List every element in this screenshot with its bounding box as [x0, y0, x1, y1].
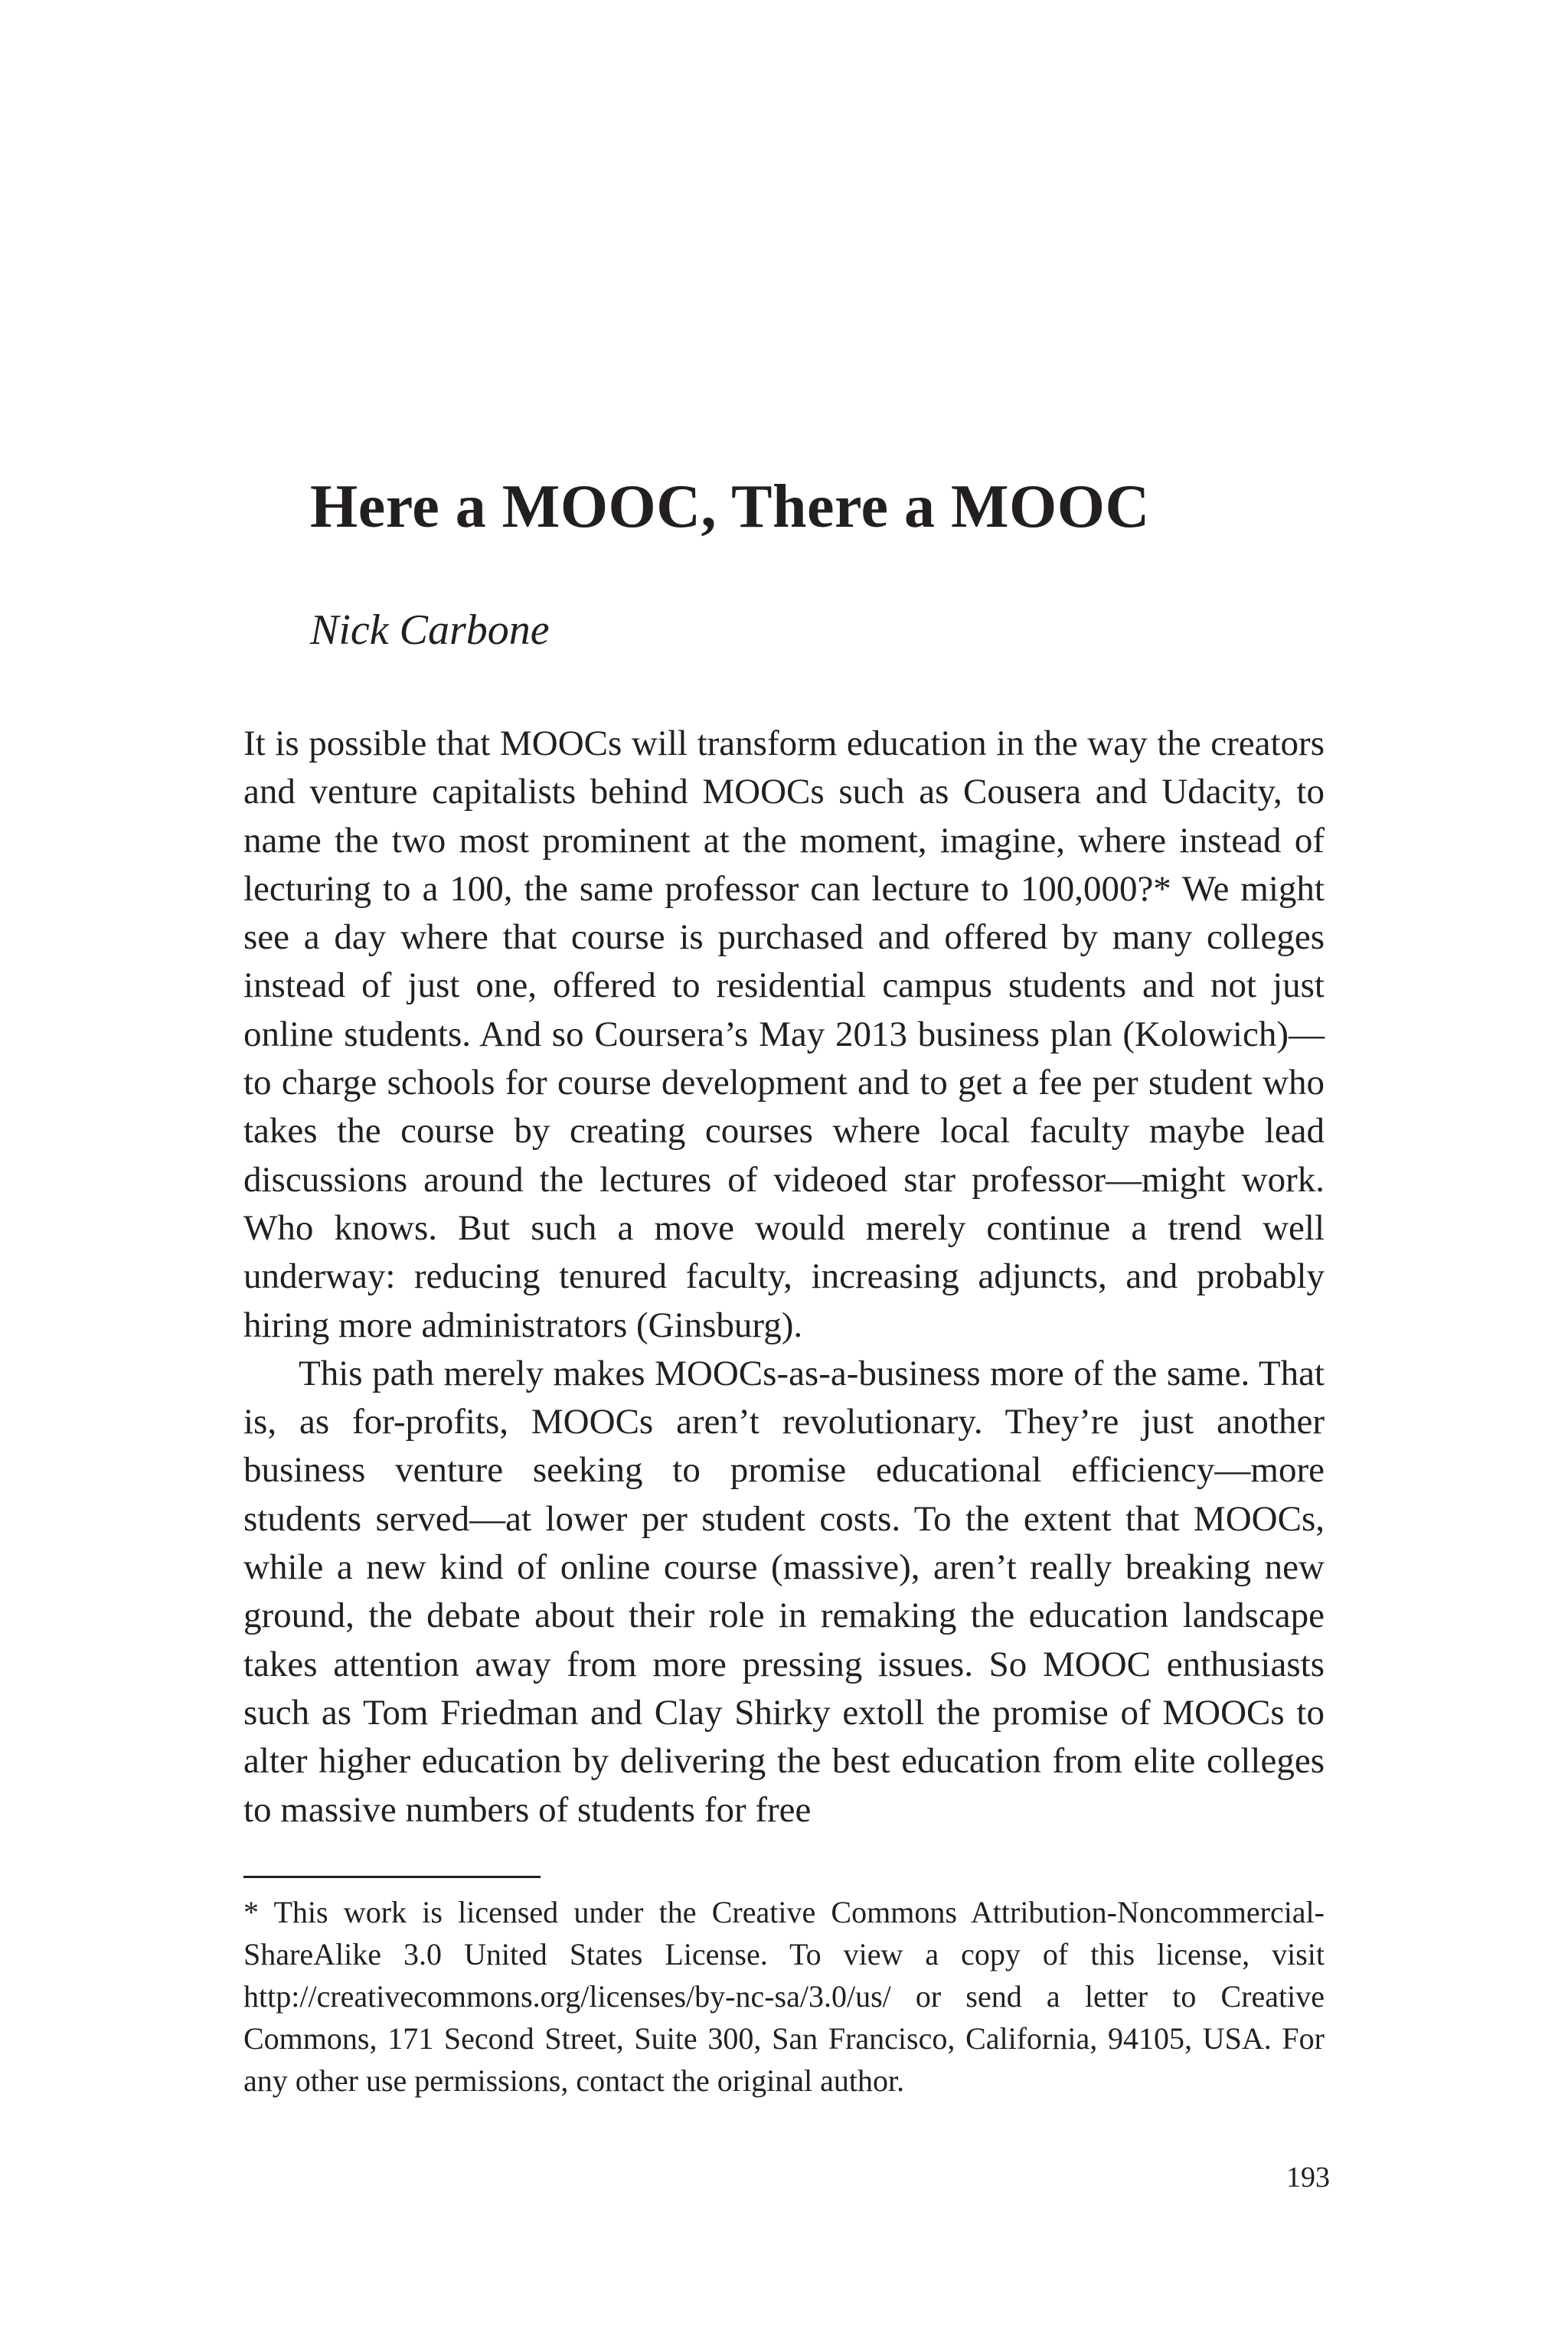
footnote-divider [243, 1876, 541, 1878]
body-paragraph: This path merely makes MOOCs-as-a-business more of the same. That is, as for-profits, MOOCs aren’t revolutionary. They’re just another business venture seeking to promise educational efficiency—more students served—at lower per student costs. To the extent that MOOCs, while a new kind of online course (massive), aren’t really breaking new ground, the debate about their role in remaking the education landscape takes attention away from more pressing issues. So MOOC enthusiasts such as Tom Friedman and Clay Shirky extoll the promise of MOOCs to alter higher education by delivering the best education from elite colleges to massive numbers of students for free [243, 1353, 1325, 1830]
chapter-title: Here a MOOC, There a MOOC [310, 473, 1150, 541]
body-paragraph: It is possible that MOOCs will transform education in the way the creators and venture capitalists behind MOOCs such as Cousera and Udacity, to name the two most prominent at the moment, imagine, where instead of lecturing to a 100, the same professor can lecture to 100,000?* We might see a day where that course is purchased and offered by many colleges instead of just one, offered to residential campus students and not just online students. And so Coursera’s May 2013 business plan (Kolowich)—to charge schools for course development and to get a fee per student who takes the course by creating courses where local faculty maybe lead discussions around the lectures of videoed star professor—might work. Who knows. But such a move would merely continue a trend well underway: reducing tenured faculty, increasing adjuncts, and probably hiring more administrators (Ginsburg). [243, 724, 1325, 1345]
footnote: * This work is licensed under the Creative Commons Attribution-Noncommercial-ShareAlike 3.0 United States License. To view a copy of this license, visit http://creativecommons.org/licenses/by-nc-sa/3.0/us/ or send a letter to Creative Commons, 171 Second Street, Suite 300, San Francisco, California, 94105, USA. For any other use permissions, contact the original author. [243, 1895, 1325, 2098]
body-text [243, 720, 1325, 1834]
chapter-author: Nick Carbone [310, 606, 550, 654]
page-number: 193 [1286, 2161, 1330, 2194]
